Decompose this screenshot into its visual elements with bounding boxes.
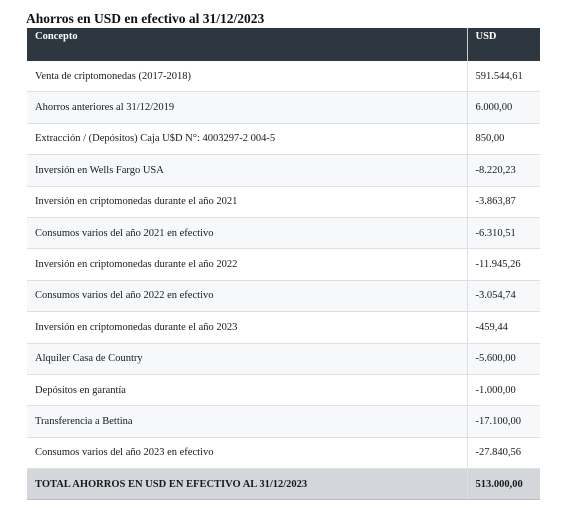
row-usd: -11.945,26 xyxy=(467,249,540,280)
table-row xyxy=(27,406,540,437)
row-concept: Inversión en Wells Fargo USA xyxy=(27,155,467,186)
row-concept: Extracción / (Depósitos) Caja U$D N°: 4003297-2 004-5 xyxy=(27,123,467,154)
row-usd: -8.220,23 xyxy=(467,155,540,186)
row-concept: Inversión en criptomonedas durante el año 2022 xyxy=(27,249,467,280)
row-usd: -3.863,87 xyxy=(467,186,540,217)
total-value: 513.000,00 xyxy=(467,469,540,500)
row-concept: Depósitos en garantía xyxy=(27,374,467,405)
row-concept: Inversión en criptomonedas durante el año 2023 xyxy=(27,312,467,343)
total-row xyxy=(27,469,540,500)
table-header xyxy=(27,28,540,61)
savings-table xyxy=(27,28,540,500)
table-body xyxy=(27,61,540,500)
total-label: TOTAL AHORROS EN USD EN EFECTIVO AL 31/12/2023 xyxy=(27,469,467,500)
row-concept: Consumos varios del año 2022 en efectivo xyxy=(27,280,467,311)
table-row xyxy=(27,280,540,311)
table-row xyxy=(27,437,540,468)
table-row xyxy=(27,312,540,343)
row-concept: Consumos varios del año 2021 en efectivo xyxy=(27,217,467,248)
table-row xyxy=(27,61,540,92)
row-usd: -6.310,51 xyxy=(467,217,540,248)
table-row xyxy=(27,92,540,123)
row-concept: Inversión en criptomonedas durante el año 2021 xyxy=(27,186,467,217)
header-usd: USD xyxy=(467,28,540,61)
row-concept: Consumos varios del año 2023 en efectivo xyxy=(27,437,467,468)
row-usd: 6.000,00 xyxy=(467,92,540,123)
row-usd: -27.840,56 xyxy=(467,437,540,468)
page-title: Ahorros en USD en efectivo al 31/12/2023 xyxy=(26,11,265,26)
row-concept: Alquiler Casa de Country xyxy=(27,343,467,374)
row-concept: Venta de criptomonedas (2017-2018) xyxy=(27,61,467,92)
row-usd: 850,00 xyxy=(467,123,540,154)
table-row xyxy=(27,186,540,217)
row-usd: 591.544,61 xyxy=(467,61,540,92)
row-usd: -459,44 xyxy=(467,312,540,343)
table-row xyxy=(27,343,540,374)
row-usd: -3.054,74 xyxy=(467,280,540,311)
header-row xyxy=(27,28,540,61)
row-usd: -17.100,00 xyxy=(467,406,540,437)
row-usd: -5.600,00 xyxy=(467,343,540,374)
row-concept: Transferencia a Bettina xyxy=(27,406,467,437)
header-concept: Concepto xyxy=(27,28,467,61)
table-row xyxy=(27,249,540,280)
row-concept: Ahorros anteriores al 31/12/2019 xyxy=(27,92,467,123)
table-row xyxy=(27,123,540,154)
row-usd: -1.000,00 xyxy=(467,374,540,405)
table-row xyxy=(27,155,540,186)
table-row xyxy=(27,217,540,248)
table-row xyxy=(27,374,540,405)
